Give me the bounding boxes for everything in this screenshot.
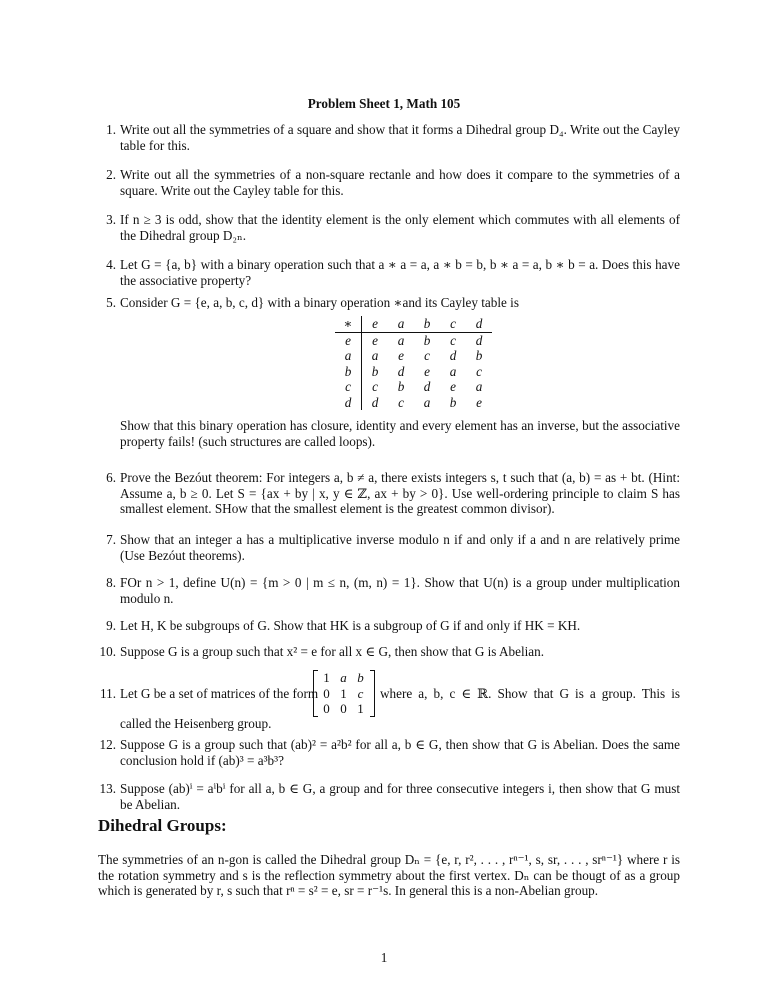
cayley-cell: c (440, 316, 466, 332)
problem-number: 5. (106, 295, 116, 310)
problem-number: 8. (106, 575, 116, 590)
cayley-cell: b (475, 348, 483, 363)
cayley-header-row (335, 316, 492, 332)
problem-13 (98, 781, 680, 812)
problem-text: Suppose G is a group such that x² = e for all x ∈ G, then show that G is Abelian. (120, 644, 545, 659)
cayley-cell: b (335, 364, 362, 380)
cayley-cell: ∗ (335, 316, 362, 332)
matrix-cell: 1 (340, 685, 347, 701)
cayley-cell: e (362, 316, 389, 332)
matrix-cell: b (357, 670, 364, 685)
cayley-cell: b (414, 316, 440, 332)
page-number: 1 (380, 950, 388, 965)
cayley-row (335, 379, 492, 395)
cayley-cell: a (371, 348, 379, 363)
cayley-cell: b (397, 379, 405, 394)
matrix-cell: c (357, 685, 364, 701)
problem-12 (98, 737, 680, 768)
cayley-row (335, 395, 492, 411)
problem-number: 7. (106, 532, 116, 547)
cayley-cell: d (475, 332, 483, 348)
cayley-cell: c (335, 379, 362, 395)
heisenberg-matrix (313, 670, 375, 717)
problem-2 (98, 167, 680, 198)
cayley-cell: e (476, 394, 482, 410)
problem-text-end: called the Heisenberg group. (120, 716, 272, 731)
problem-number: 1. (106, 122, 116, 137)
problem-text: Show that this binary operation has closure, identity and every element has an inverse, but the associative property fails! (such structures are called loops). (120, 418, 680, 449)
cayley-cell: c (476, 363, 482, 379)
matrix-cell: 0 (323, 685, 330, 701)
problem-text: Let G = {a, b} with a binary operation such that a ∗ a = a, a ∗ b = b, b ∗ a = a, b ∗ b = a. Does this have the associative property? (120, 257, 680, 288)
problem-text-after: where a, b, c ∈ ℝ. Show that G is a group. This is (380, 686, 680, 701)
problem-7 (98, 532, 680, 563)
problem-text: Write out all the symmetries of a square and show that it forms a Dihedral group D₄. Write out the Cayley table for this. (120, 122, 680, 153)
matrix-cell: 0 (340, 701, 347, 716)
cayley-cell: a (335, 348, 362, 364)
problem-text: If n ≥ 3 is odd, show that the identity element is the only element which commutes with all elements of the Dihedral group D₂ₙ. (120, 212, 680, 243)
cayley-cell: b (371, 363, 379, 379)
problem-3 (98, 212, 680, 243)
cayley-cell: a (475, 379, 483, 394)
problem-text: Prove the Bezóut theorem: For integers a, b ≠ a, there exists integers s, t such that (a, b) = as + bt. (Hint: Assume a, b ≥ 0. Let S = {ax + by | x, y ∈ ℤ, ax + by > 0}. Use well-ordering principle to claim S has smallest element. SHow that the smallest element is the greatest common divisor). (120, 470, 680, 516)
sheet-title: Problem Sheet 1, Math 105 (307, 96, 461, 111)
problem-4 (98, 257, 680, 288)
problem-text: Let H, K be subgroups of G. Show that HK is a subgroup of G if and only if HK = KH. (120, 618, 581, 633)
matrix-cell: a (340, 670, 347, 685)
problem-number: 13. (99, 781, 116, 796)
matrix-cell: 1 (357, 701, 364, 716)
matrix-cell: 0 (323, 701, 330, 716)
problem-5 (98, 295, 680, 311)
cayley-cell: d (335, 395, 362, 411)
cayley-cell: b (449, 394, 457, 410)
cayley-cell: a (449, 363, 457, 379)
problem-8 (98, 575, 680, 606)
cayley-cell: c (372, 379, 378, 394)
problem-5-continuation (98, 418, 680, 449)
problem-number: 3. (106, 212, 116, 227)
problem-number: 11. (100, 686, 116, 701)
problem-text: Suppose G is a group such that (ab)² = a²b² for all a, b ∈ G, then show that G is Abelian. Does the same conclusion hold if (ab)³ = a³b³? (120, 737, 680, 768)
cayley-cell: a (397, 332, 405, 348)
problem-6 (98, 470, 680, 517)
cayley-cell: a (423, 394, 431, 410)
problem-number: 4. (106, 257, 116, 272)
cayley-cell: e (450, 379, 456, 394)
problem-10 (98, 644, 680, 660)
problem-text: Consider G = {e, a, b, c, d} with a binary operation ∗and its Cayley table is (120, 295, 519, 310)
problem-9 (98, 618, 680, 634)
cayley-row (335, 332, 492, 348)
problem-number: 2. (106, 167, 116, 182)
problem-number: 9. (106, 618, 116, 633)
cayley-cell: a (388, 316, 414, 332)
problem-text: Suppose (ab)ⁱ = aⁱbⁱ for all a, b ∈ G, a group and for three consecutive integers i, then show that G must be Abelian. (120, 781, 680, 812)
cayley-cell: d (466, 316, 492, 332)
cayley-cell: d (423, 379, 431, 394)
cayley-cell: e (372, 332, 378, 348)
problem-1 (98, 122, 680, 153)
cayley-cell: d (397, 363, 405, 379)
problem-text: Show that an integer a has a multiplicative inverse modulo n if and only if a and n are relatively prime (Use Bezóut theorems). (120, 532, 680, 563)
cayley-cell: c (398, 394, 404, 410)
cayley-row (335, 364, 492, 380)
cayley-cell: c (450, 332, 456, 348)
problem-text-before: Let G be a set of matrices of the form (120, 686, 319, 701)
cayley-cell: d (449, 348, 457, 363)
problem-number: 12. (99, 737, 116, 752)
section-heading: Dihedral Groups: (98, 816, 227, 835)
cayley-cell: b (423, 332, 431, 348)
problem-number: 6. (106, 470, 116, 485)
cayley-table (335, 316, 492, 410)
cayley-cell: d (371, 394, 379, 410)
cayley-cell: e (424, 363, 430, 379)
cayley-cell: c (424, 348, 430, 363)
problem-number: 10. (99, 644, 116, 659)
problem-text: FOr n > 1, define U(n) = {m > 0 | m ≤ n, (m, n) = 1}. Show that U(n) is a group under multiplication modulo n. (120, 575, 680, 606)
cayley-row (335, 348, 492, 364)
problem-text: Write out all the symmetries of a non-square rectanle and how does it compare to the symmetries of a square. Write out the Cayley table for this. (120, 167, 680, 198)
cayley-cell: e (398, 348, 404, 363)
matrix-cell: 1 (323, 670, 330, 685)
cayley-cell: e (335, 332, 362, 348)
section-paragraph: The symmetries of an n-gon is called the Dihedral group Dₙ = {e, r, r², . . . , rⁿ⁻¹, s, sr, . . . , srⁿ⁻¹} where r is the rotation symmetry and s is the reflection symmetry about the first vertex. Dₙ can be thougt of as a group which is generated by r, s such that rⁿ = s² = e, sr = r⁻¹s. In general this is a non-Abelian group. (98, 852, 680, 898)
